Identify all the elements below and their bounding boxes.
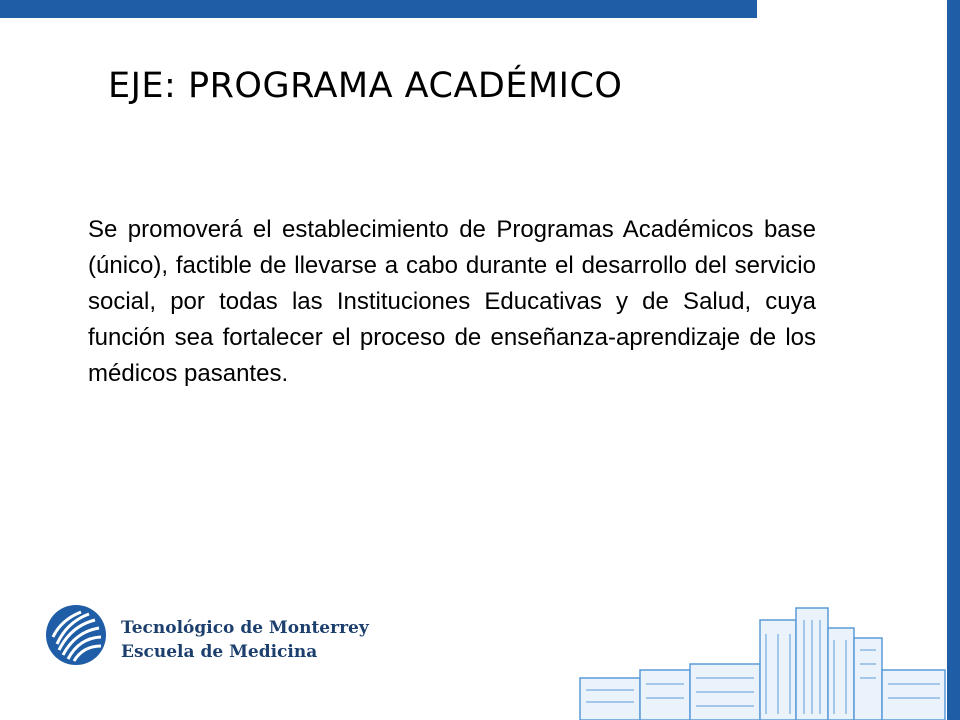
slide-body-text: Se promoverá el establecimiento de Programas Académicos base (único), factible de llevarse a cabo durante el desarrollo del servicio social, por todas las Instituciones Educativas y de Salud, cuya función sea fortalecer el proceso de enseñanza-aprendizaje de los médicos pasantes. (88, 216, 816, 387)
right-accent-bar (947, 0, 960, 720)
hospital-buildings-illustration-icon (578, 604, 947, 720)
school-name: Escuela de Medicina (121, 642, 318, 662)
top-accent-bar (0, 0, 757, 18)
institution-name: Tecnológico de Monterrey (121, 618, 369, 638)
tec-monterrey-logo-icon (45, 604, 107, 666)
slide-title: EJE: PROGRAMA ACADÉMICO (108, 66, 623, 106)
